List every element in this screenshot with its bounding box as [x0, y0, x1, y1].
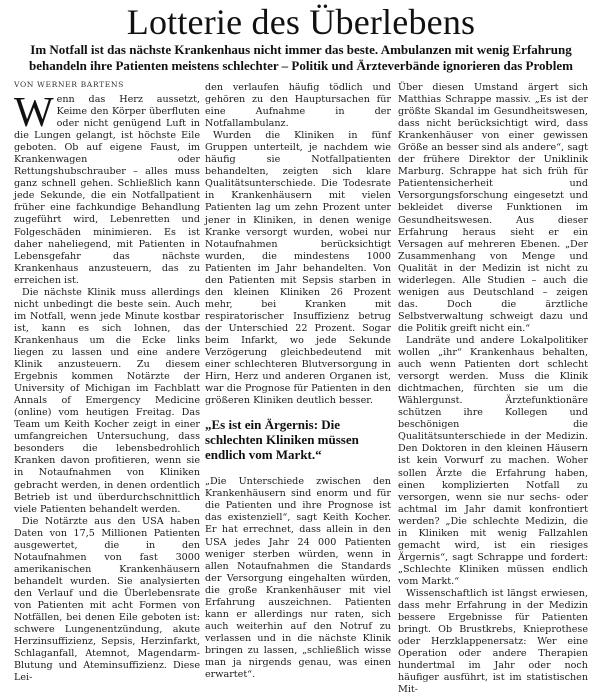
article-column-2: [205, 82, 391, 681]
paragraph-6: „Die Unterschiede zwischen den Krankenhäusern sind enorm und für die Patienten und ihre Prognose ist das existenziell“, sagt Keith Kocher. Er hat errechnet, dass allein in den USA jedes Jahr 24 000 Patienten weniger sterben würden, wenn in allen Notaufnahmen die Standards der Versorgung eingehalten würden, die große Krankenhäuser mit viel Erfahrung auszeichnen. Patienten kann er allerdings nur raten, sich auch weiterhin auf den Notruf zu verlassen und in die nächste Klinik bringen zu lassen, „schließlich wisse man ja nirgends genau, was einen erwartet“.: [205, 476, 391, 681]
pull-quote: „Es ist ein Ärgernis: Die schlechten Kliniken müssen endlich vom Markt.“: [205, 417, 359, 463]
paragraph-7: Über diesen Umstand ärgert sich Matthias Schrappe massiv. „Es ist der größte Skandal im Gesundheitswesen, dass nicht berücksichtigt wird, dass Krankenhäuser von einer gewissen Größe an besser sind als andere“, sagt der frühere Direktor der Uniklinik Marburg. Schrappe hat sich früh für Patientensicherheit und Versorgungsforschung eingesetzt und bekleidet diverse Funktionen im Gesundheitswesen. Aus dieser Erfahrung heraus sieht er ein Versagen auf mehreren Ebenen. „Der Zusammenhang von Menge und Qualität in der Medizin ist nicht zu widerlegen. Alle Studien – auch die wenigen aus Deutschland – zeigen das. Doch die ärztliche Selbstverwaltung schweigt dazu und die Politik greift nicht ein.“: [398, 82, 588, 334]
paragraph-1: [14, 90, 200, 287]
paragraph-5: Wurden die Kliniken in fünf Gruppen unterteilt, je nachdem wie häufig sie Notfallpatienten behandelten, zeigten sich klare Qualitätsunterschiede. Die Todesrate in Krankenhäusern mit vielen Patienten lag um zehn Prozent unter jener in Kliniken, in denen wenige Kranke versorgt wurden, wobei nur Notaufnahmen berücksichtigt wurden, die mindestens 1000 Patienten im Jahr behandelten. Von den Patienten mit Sepsis starben in den kleinen Kliniken 26 Prozent mehr, bei Kranken mit respiratorischer Insuffizienz betrug der Unterschied 22 Prozent. Sogar beim Infarkt, wo jede Sekunde Verzögerung gleichbedeutend mit einer schlechteren Blutversorgung in Hirn, Herz und anderen Organen ist, war die Prognose für Patienten in den größeren Kliniken deutlich besser.: [205, 130, 391, 407]
paragraph-4: den verlaufen häufig tödlich und gehören zu den Hauptursachen für eine Aufnahme in der Notfallambulanz.: [205, 82, 391, 130]
drop-cap: W: [14, 90, 54, 136]
article-column-3: [398, 82, 588, 696]
paragraph-8: Landräte und andere Lokalpolitiker wollen „ihr“ Krankenhaus behalten, auch wenn Patienten dort schlecht versorgt werden. Muss die Klinik dichtmachen, fürchten sie um die Wählergunst. Ärztefunktionäre schützen ihre Kollegen und beschönigen die Qualitätsunterschiede in der Medizin. Den Doktoren in den kleinen Häusern ist kein Vorwurf zu machen. Woher sollen Ärzte die Erfahrung haben, einen komplizierten Notfall zu versorgen, wenn sie nur sechs- oder achtmal im Jahr damit konfrontiert werden? „Die schlechte Medizin, die in Kliniken mit wenig Fallzahlen gemacht wird, ist ein riesiges Ärgernis“, sagt Schrappe und fordert: „Schlechte Kliniken müssen endlich vom Markt.“: [398, 334, 588, 587]
paragraph-9: Wissenschaftlich ist längst erwiesen, dass mehr Erfahrung in der Medizin bessere Ergebnisse für Patienten bringt. Ob Brustkrebs, Knieprothese oder Herzklappenersatz: Wer eine Operation oder andere Therapien hundertmal im Jahr oder noch häufiger ausführt, ist im statistischen Mit-: [398, 587, 588, 696]
article-column-1: [14, 90, 200, 684]
paragraph-1-text: enn das Herz aussetzt, Keime den Körper überfluten oder nicht genügend Luft in die Lungen gelangt, ist höchste Eile geboten. Ob auf eigene Faust, im Krankenwagen oder Rettungshubschrauber – alles muss ganz schnell gehen. Schließlich kann jede Sekunde, die ein Notfallpatient früher eine fachkundige Behandlung zugeführt wird, Lebenretten und Folgeschäden minimieren. Es ist daher naheliegend, mit Patienten in Lebensgefahr das nächste Krankenhaus anzusteuern, das zu erreichen ist.: [14, 94, 200, 286]
byline: VON WERNER BARTENS: [14, 80, 124, 89]
paragraph-2: Die nächste Klinik muss allerdings nicht unbedingt die beste sein. Auch im Notfall, wenn jede Minute kostbar ist, kann es sich lohnen, das Krankenhaus um die Ecke links liegen zu lassen und eine andere Klinik anzusteuern. Zu diesem Ergebnis kommen Notärzte der University of Michigan im Fachblatt Annals of Emergency Medicine (online) vom heutigen Freitag. Das Team um Keith Kocher zeigt in einer umfangreichen Untersuchung, dass besonders die lebensbedrohlich Kranken davon profitieren, wenn sie in Notaufnahmen von Kliniken gebracht werden, in denen ordentlich Betrieb ist und überdurchschnittlich viele Patienten behandelt werden.: [14, 286, 200, 515]
article-title: Lotterie des Überlebens: [126, 2, 476, 42]
article-subtitle: Im Notfall ist das nächste Krankenhaus nicht immer das beste. Ambulanzen mit wenig Erfahrung behandeln ihre Patienten meistens schlechter – Politik und Ärzteverbände ignorieren das Problem: [29, 42, 573, 73]
paragraph-3: Die Notärzte aus den USA haben Daten von 17,5 Millionen Patienten ausgewertet, die in den Notaufnahmen von fast 3000 amerikanischen Krankenhäusern behandelt wurden. Sie analysierten den Verlauf und die Überlebensrate von Patienten mit acht Formen von Notfällen, bei denen Eile geboten ist: schwere Lungenentzündung, akute Herzinsuffizienz, Sepsis, Herzinfarkt, Schlaganfall, Atemnot, Magendarm-Blutung und Ateminsuffizienz. Diese Lei-: [14, 515, 200, 684]
